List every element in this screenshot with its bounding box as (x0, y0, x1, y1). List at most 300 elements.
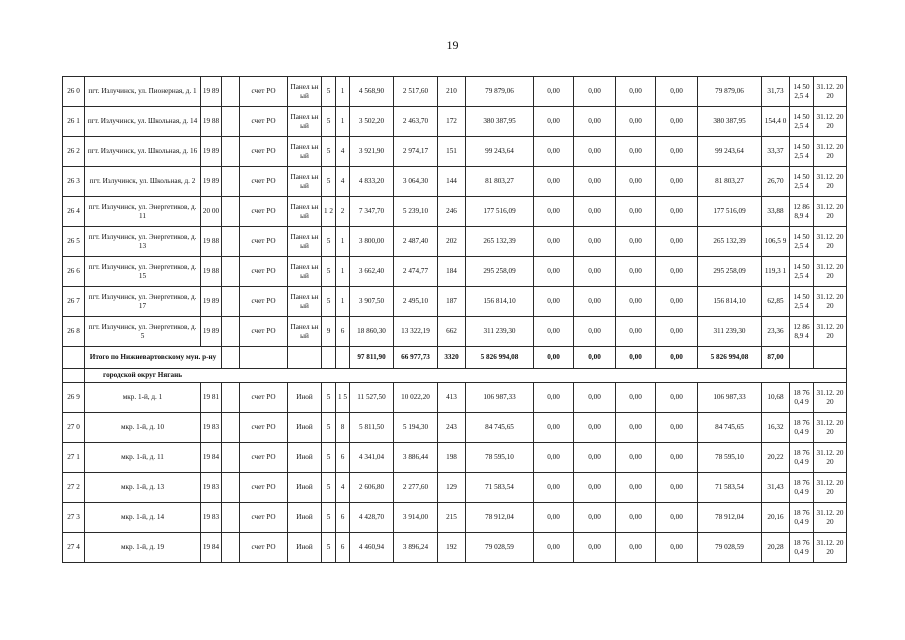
regional-fund-cost: 265 132,39 (698, 227, 762, 257)
cost-4: 0,00 (656, 167, 698, 197)
residents: 184 (438, 257, 466, 287)
cost-4: 0,00 (656, 317, 698, 347)
total-people: 3320 (438, 347, 466, 369)
total-area: 2 606,80 (350, 473, 394, 503)
residents: 198 (438, 443, 466, 473)
unit-cost: 23,36 (762, 317, 790, 347)
year: 19 83 (201, 503, 222, 533)
fund-type: счет РО (240, 503, 288, 533)
spacer-cell (222, 317, 240, 347)
table-row (63, 287, 847, 317)
cost-3: 0,00 (616, 107, 656, 137)
total-area: 4 568,90 (350, 77, 394, 107)
cost-1: 0,00 (534, 317, 574, 347)
regional-fund-cost: 71 583,54 (698, 473, 762, 503)
deadline-date: 31.12. 2020 (814, 197, 847, 227)
wall-material: Иной (288, 413, 322, 443)
deadline-date: 31.12. 2020 (814, 227, 847, 257)
entrances: 6 (336, 317, 350, 347)
cost-3: 0,00 (616, 413, 656, 443)
total-cost: 380 387,95 (466, 107, 534, 137)
residents: 187 (438, 287, 466, 317)
spacer-cell (222, 77, 240, 107)
regional-fund-cost: 79 879,06 (698, 77, 762, 107)
section-heading: городской округ Нягань (85, 369, 847, 383)
wall-material: Панел ьный (288, 167, 322, 197)
regional-fund-cost: 79 028,59 (698, 533, 762, 563)
cost-2: 0,00 (574, 197, 616, 227)
address: пгт. Излучинск, ул. Школьная, д. 16 (85, 137, 201, 167)
floors: 5 (322, 77, 336, 107)
fund-type: счет РО (240, 257, 288, 287)
unit-cost: 119,3 1 (762, 257, 790, 287)
residents: 413 (438, 383, 466, 413)
limit-cost: 18 760,4 9 (790, 503, 814, 533)
residents: 210 (438, 77, 466, 107)
address: пгт. Излучинск, ул. Энергетиков, д. 17 (85, 287, 201, 317)
floors: 1 2 (322, 197, 336, 227)
cost-4: 0,00 (656, 533, 698, 563)
cost-3: 0,00 (616, 533, 656, 563)
limit-cost: 14 502,5 4 (790, 227, 814, 257)
table-row (63, 167, 847, 197)
wall-material: Иной (288, 533, 322, 563)
unit-cost: 31,73 (762, 77, 790, 107)
total-area: 3 662,40 (350, 257, 394, 287)
cost-3: 0,00 (616, 77, 656, 107)
wall-material: Панел ьный (288, 287, 322, 317)
wall-material: Панел ьный (288, 107, 322, 137)
deadline-date: 31.12. 2020 (814, 287, 847, 317)
cost-4: 0,00 (656, 197, 698, 227)
address: пгт. Излучинск, ул. Энергетиков, д. 5 (85, 317, 201, 347)
unit-cost: 20,16 (762, 503, 790, 533)
year: 20 00 (201, 197, 222, 227)
fund-type: счет РО (240, 413, 288, 443)
table-row (63, 317, 847, 347)
row-number: 26 8 (63, 317, 85, 347)
cost-2: 0,00 (574, 257, 616, 287)
cost-1: 0,00 (534, 227, 574, 257)
year: 19 88 (201, 107, 222, 137)
limit-cost: 18 760,4 9 (790, 413, 814, 443)
living-area: 5 194,30 (394, 413, 438, 443)
living-area: 2 495,10 (394, 287, 438, 317)
cost-4: 0,00 (656, 227, 698, 257)
fund-type: счет РО (240, 137, 288, 167)
entrances: 4 (336, 473, 350, 503)
spacer-cell (222, 413, 240, 443)
cost-4: 0,00 (656, 473, 698, 503)
row-number: 26 0 (63, 77, 85, 107)
year: 19 88 (201, 227, 222, 257)
deadline-date: 31.12. 2020 (814, 257, 847, 287)
table-row (63, 107, 847, 137)
total-cost: 156 814,10 (466, 287, 534, 317)
entrances: 1 (336, 287, 350, 317)
spacer-cell (222, 443, 240, 473)
wall-material: Иной (288, 443, 322, 473)
table-row (63, 77, 847, 107)
cost-1: 0,00 (534, 137, 574, 167)
residents: 246 (438, 197, 466, 227)
fund-type: счет РО (240, 473, 288, 503)
entrances: 8 (336, 413, 350, 443)
living-area: 3 064,30 (394, 167, 438, 197)
row-number: 26 4 (63, 197, 85, 227)
spacer-cell (222, 473, 240, 503)
address: пгт. Излучинск, ул. Энергетиков, д. 15 (85, 257, 201, 287)
cost-3: 0,00 (616, 227, 656, 257)
deadline-date: 31.12. 2020 (814, 167, 847, 197)
deadline-date: 31.12. 2020 (814, 383, 847, 413)
total-area2: 66 977,73 (394, 347, 438, 369)
cost-4: 0,00 (656, 413, 698, 443)
deadline-date: 31.12. 2020 (814, 533, 847, 563)
cost-2: 0,00 (574, 503, 616, 533)
floors: 5 (322, 383, 336, 413)
floors: 5 (322, 473, 336, 503)
cost-1: 0,00 (534, 413, 574, 443)
spacer-cell (222, 137, 240, 167)
living-area: 2 277,60 (394, 473, 438, 503)
wall-material: Панел ьный (288, 227, 322, 257)
total-cost: 79 879,06 (466, 77, 534, 107)
residents: 202 (438, 227, 466, 257)
total-area: 18 860,30 (350, 317, 394, 347)
row-number: 27 2 (63, 473, 85, 503)
living-area: 5 239,10 (394, 197, 438, 227)
limit-cost: 18 760,4 9 (790, 443, 814, 473)
cost-2: 0,00 (574, 137, 616, 167)
total-cost: 79 028,59 (466, 533, 534, 563)
cost-3: 0,00 (616, 503, 656, 533)
total-c4: 0,00 (656, 347, 698, 369)
table-row (63, 473, 847, 503)
total-area: 3 921,90 (350, 137, 394, 167)
total-area: 4 833,20 (350, 167, 394, 197)
total-spacer (63, 347, 85, 369)
table-row (63, 257, 847, 287)
wall-material: Иной (288, 503, 322, 533)
regional-fund-cost: 78 912,04 (698, 503, 762, 533)
residents: 172 (438, 107, 466, 137)
floors: 5 (322, 257, 336, 287)
table-row (63, 503, 847, 533)
cost-2: 0,00 (574, 227, 616, 257)
cost-3: 0,00 (616, 197, 656, 227)
total-cost: 84 745,65 (466, 413, 534, 443)
row-number: 26 6 (63, 257, 85, 287)
cost-3: 0,00 (616, 443, 656, 473)
total-area: 4 341,04 (350, 443, 394, 473)
regional-fund-cost: 81 803,27 (698, 167, 762, 197)
total-area: 7 347,70 (350, 197, 394, 227)
fund-type: счет РО (240, 227, 288, 257)
table-row (63, 533, 847, 563)
unit-cost: 20,22 (762, 443, 790, 473)
living-area: 3 896,24 (394, 533, 438, 563)
address: пгт. Излучинск, ул. Школьная, д. 2 (85, 167, 201, 197)
floors: 5 (322, 107, 336, 137)
floors: 5 (322, 227, 336, 257)
residents: 662 (438, 317, 466, 347)
floors: 5 (322, 503, 336, 533)
total-cost: 71 583,54 (466, 473, 534, 503)
total-area: 11 527,50 (350, 383, 394, 413)
cost-2: 0,00 (574, 413, 616, 443)
total-c3: 0,00 (616, 347, 656, 369)
wall-material: Панел ьный (288, 197, 322, 227)
spacer-cell (222, 167, 240, 197)
fund-type: счет РО (240, 167, 288, 197)
regional-fund-cost: 84 745,65 (698, 413, 762, 443)
year: 19 89 (201, 167, 222, 197)
deadline-date: 31.12. 2020 (814, 503, 847, 533)
regional-fund-cost: 78 595,10 (698, 443, 762, 473)
cost-1: 0,00 (534, 197, 574, 227)
total-c1: 0,00 (534, 347, 574, 369)
total-unit: 87,00 (762, 347, 790, 369)
total-area: 4 460,94 (350, 533, 394, 563)
limit-cost: 14 502,5 4 (790, 137, 814, 167)
regional-fund-cost: 106 987,33 (698, 383, 762, 413)
cost-4: 0,00 (656, 503, 698, 533)
total-area: 4 428,70 (350, 503, 394, 533)
entrances: 1 (336, 107, 350, 137)
total-cost: 177 516,09 (466, 197, 534, 227)
section-row (63, 369, 847, 383)
year: 19 88 (201, 257, 222, 287)
deadline-date: 31.12. 2020 (814, 107, 847, 137)
entrances: 6 (336, 533, 350, 563)
row-number: 27 3 (63, 503, 85, 533)
cost-1: 0,00 (534, 473, 574, 503)
total-cost: 106 987,33 (466, 383, 534, 413)
address: мкр. 1-й, д. 13 (85, 473, 201, 503)
total-c5: 5 826 994,08 (698, 347, 762, 369)
limit-cost: 18 760,4 9 (790, 533, 814, 563)
table-row (63, 227, 847, 257)
floors: 5 (322, 443, 336, 473)
limit-cost: 14 502,5 4 (790, 77, 814, 107)
cost-4: 0,00 (656, 77, 698, 107)
floors: 5 (322, 287, 336, 317)
fund-type: счет РО (240, 107, 288, 137)
year: 19 83 (201, 473, 222, 503)
residents: 129 (438, 473, 466, 503)
living-area: 3 914,00 (394, 503, 438, 533)
entrances: 1 (336, 227, 350, 257)
row-number: 26 1 (63, 107, 85, 137)
wall-material: Панел ьный (288, 257, 322, 287)
limit-cost: 14 502,5 4 (790, 107, 814, 137)
total-cost: 5 826 994,08 (466, 347, 534, 369)
unit-cost: 26,70 (762, 167, 790, 197)
total-cost: 99 243,64 (466, 137, 534, 167)
row-number: 26 7 (63, 287, 85, 317)
fund-type: счет РО (240, 383, 288, 413)
regional-fund-cost: 311 239,30 (698, 317, 762, 347)
rows-section-a (63, 77, 847, 347)
entrances: 2 (336, 197, 350, 227)
cost-1: 0,00 (534, 107, 574, 137)
fund-type: счет РО (240, 533, 288, 563)
fund-type: счет РО (240, 443, 288, 473)
total-area: 3 502,20 (350, 107, 394, 137)
deadline-date: 31.12. 2020 (814, 317, 847, 347)
unit-cost: 106,5 9 (762, 227, 790, 257)
cost-4: 0,00 (656, 257, 698, 287)
table-row (63, 413, 847, 443)
total-area: 5 811,50 (350, 413, 394, 443)
cost-4: 0,00 (656, 287, 698, 317)
regional-fund-cost: 99 243,64 (698, 137, 762, 167)
total-cost: 81 803,27 (466, 167, 534, 197)
floors: 5 (322, 413, 336, 443)
living-area: 2 474,77 (394, 257, 438, 287)
living-area: 3 886,44 (394, 443, 438, 473)
cost-3: 0,00 (616, 167, 656, 197)
address: пгт. Излучинск, ул. Энергетиков, д. 13 (85, 227, 201, 257)
fund-type: счет РО (240, 197, 288, 227)
year: 19 89 (201, 317, 222, 347)
unit-cost: 33,37 (762, 137, 790, 167)
unit-cost: 31,43 (762, 473, 790, 503)
unit-cost: 62,85 (762, 287, 790, 317)
cost-2: 0,00 (574, 77, 616, 107)
entrances: 1 (336, 257, 350, 287)
regional-fund-cost: 295 258,09 (698, 257, 762, 287)
limit-cost: 18 760,4 9 (790, 473, 814, 503)
cost-1: 0,00 (534, 503, 574, 533)
entrances: 6 (336, 443, 350, 473)
row-number: 27 1 (63, 443, 85, 473)
address: мкр. 1-й, д. 14 (85, 503, 201, 533)
residents: 192 (438, 533, 466, 563)
residents: 215 (438, 503, 466, 533)
total-area: 3 907,50 (350, 287, 394, 317)
cost-1: 0,00 (534, 167, 574, 197)
limit-cost: 14 502,5 4 (790, 167, 814, 197)
address: мкр. 1-й, д. 10 (85, 413, 201, 443)
entrances: 6 (336, 503, 350, 533)
unit-cost: 154,4 0 (762, 107, 790, 137)
deadline-date: 31.12. 2020 (814, 443, 847, 473)
fund-type: счет РО (240, 77, 288, 107)
cost-3: 0,00 (616, 473, 656, 503)
year: 19 81 (201, 383, 222, 413)
total-c2: 0,00 (574, 347, 616, 369)
table-row (63, 137, 847, 167)
total-section (63, 347, 847, 383)
wall-material: Панел ьный (288, 317, 322, 347)
total-row (63, 347, 847, 369)
cost-4: 0,00 (656, 443, 698, 473)
total-area: 97 811,90 (350, 347, 394, 369)
limit-cost: 18 760,4 9 (790, 383, 814, 413)
fund-type: счет РО (240, 287, 288, 317)
deadline-date: 31.12. 2020 (814, 77, 847, 107)
spacer-cell (222, 503, 240, 533)
spacer-cell (222, 533, 240, 563)
limit-cost: 14 502,5 4 (790, 257, 814, 287)
row-number: 26 2 (63, 137, 85, 167)
floors: 9 (322, 317, 336, 347)
cost-3: 0,00 (616, 317, 656, 347)
row-number: 26 5 (63, 227, 85, 257)
row-number: 27 4 (63, 533, 85, 563)
entrances: 1 5 (336, 383, 350, 413)
year: 19 89 (201, 287, 222, 317)
cost-1: 0,00 (534, 257, 574, 287)
spacer-cell (222, 287, 240, 317)
spacer-cell (222, 107, 240, 137)
cost-4: 0,00 (656, 137, 698, 167)
cost-2: 0,00 (574, 287, 616, 317)
wall-material: Иной (288, 383, 322, 413)
total-cost: 78 912,04 (466, 503, 534, 533)
cost-4: 0,00 (656, 383, 698, 413)
wall-material: Панел ьный (288, 77, 322, 107)
unit-cost: 20,28 (762, 533, 790, 563)
residents: 151 (438, 137, 466, 167)
register-table (62, 76, 847, 563)
cost-4: 0,00 (656, 107, 698, 137)
address: пгт. Излучинск, ул. Энергетиков, д. 11 (85, 197, 201, 227)
year: 19 83 (201, 413, 222, 443)
wall-material: Иной (288, 473, 322, 503)
total-cost: 311 239,30 (466, 317, 534, 347)
regional-fund-cost: 177 516,09 (698, 197, 762, 227)
living-area: 10 022,20 (394, 383, 438, 413)
entrances: 4 (336, 137, 350, 167)
cost-2: 0,00 (574, 317, 616, 347)
cost-2: 0,00 (574, 533, 616, 563)
cost-1: 0,00 (534, 77, 574, 107)
page-number: 19 (446, 38, 459, 52)
cost-2: 0,00 (574, 443, 616, 473)
wall-material: Панел ьный (288, 137, 322, 167)
living-area: 2 517,60 (394, 77, 438, 107)
spacer-cell (222, 257, 240, 287)
deadline-date: 31.12. 2020 (814, 137, 847, 167)
unit-cost: 16,32 (762, 413, 790, 443)
living-area: 13 322,19 (394, 317, 438, 347)
row-number: 26 3 (63, 167, 85, 197)
entrances: 4 (336, 167, 350, 197)
limit-cost: 14 502,5 4 (790, 287, 814, 317)
row-number: 26 9 (63, 383, 85, 413)
address: пгт. Излучинск, ул. Школьная, д. 14 (85, 107, 201, 137)
cost-2: 0,00 (574, 107, 616, 137)
floors: 5 (322, 533, 336, 563)
table-row (63, 443, 847, 473)
row-number: 27 0 (63, 413, 85, 443)
table-row (63, 197, 847, 227)
cost-2: 0,00 (574, 383, 616, 413)
cost-2: 0,00 (574, 167, 616, 197)
floors: 5 (322, 137, 336, 167)
residents: 243 (438, 413, 466, 443)
unit-cost: 33,88 (762, 197, 790, 227)
table-row (63, 383, 847, 413)
regional-fund-cost: 380 387,95 (698, 107, 762, 137)
cost-3: 0,00 (616, 257, 656, 287)
total-area: 3 800,00 (350, 227, 394, 257)
cost-1: 0,00 (534, 383, 574, 413)
deadline-date: 31.12. 2020 (814, 413, 847, 443)
